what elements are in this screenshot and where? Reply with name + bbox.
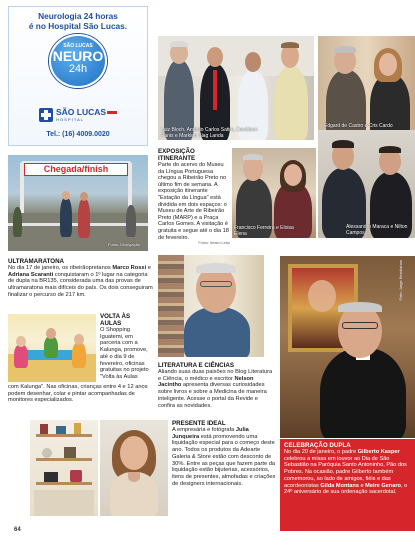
volta-aulas-text-wide: com Kalunga". Nas oficinas, crianças entre 4 e 12 anos podem desenhar, colar e pintar acompanhadas de monitores especializados.	[8, 384, 148, 404]
finish-banner	[24, 163, 128, 176]
runner-left	[60, 197, 72, 237]
logo-mark-icon	[39, 108, 53, 122]
ad-headline	[9, 12, 147, 31]
padre-glasses	[342, 322, 378, 329]
exposicao-article	[158, 148, 230, 246]
volta-aulas-photo	[8, 314, 96, 382]
marathon-credit: Fotos: Divulgação	[108, 242, 141, 247]
finish-banner-text: Chegada/finish	[43, 164, 109, 174]
literatura-heading: LITERATURA E CIÊNCIAS	[158, 362, 234, 369]
child-2	[44, 336, 58, 358]
exposicao-heading: EXPOSIÇÃO ITINERANTE	[158, 148, 196, 162]
celebracao-text: No dia 20 de janeiro, o padre Gilberto Kasper celebrou a missa em louvor ao Dia de São Sebastião na Paróquia Santo Antoninho, Pão dos Pobres. Na ocasião, padre Gilberto também comemorou, ao lado de amigos, fiéis e das acordeonistas Gilda Montans e Meire Genaro, o 24º aniversário de sua ordenação sacerdotal.	[284, 449, 408, 496]
literatura-article	[158, 362, 276, 409]
exposicao-text: Parte do acervo do Museu da Língua Portuguesa chegou a Ribeirão Preto no último fim de semana. A exposição itinerante "Estação da Língua" está dividida em dois espaços: o Museu de Arte de Ribeirão Preto (MARP) e a Praça Carlos Gomes. A visitação é gratuita e segue até o dia 18 de fevereiro.	[158, 162, 229, 241]
padre-credit: Foto: Jurge Bendiahan	[398, 260, 403, 301]
celebracao-name-2: Gilda Montans	[320, 482, 359, 489]
person-marklen	[274, 66, 308, 140]
exposicao-caption-mid: Francisco Ferreira e Eloisa Elena	[234, 225, 294, 237]
volta-aulas-article	[100, 313, 152, 381]
literatura-text: Aliando suas duas paixões no Blog Literatura e Ciência, o médico e escritor Nelson Jacintho apresenta diversas curiosidades sobre livros e sobre a Medicina de maneira inteligente. Acesse o portal da Revide e confira as novidades.	[158, 369, 273, 409]
hospital-ad[interactable]	[8, 6, 148, 146]
exposicao-caption-right: Edgard de Castro e Cris Cardo	[324, 123, 393, 129]
page-number: 64	[14, 527, 21, 533]
exposicao-caption-right2: Alessandro Maraca e Nilton Campos	[346, 224, 408, 236]
store-interior-photo	[30, 420, 98, 516]
store-shelf-2	[36, 458, 92, 461]
presente-article	[172, 420, 276, 487]
person-gilberto	[320, 348, 406, 438]
child-3	[72, 342, 86, 368]
presente-name: Julia Junqueira	[172, 427, 249, 440]
presente-heading: PRESENTE IDEAL	[172, 420, 226, 427]
person-nelson	[184, 307, 250, 357]
exposicao-group-photo	[158, 36, 314, 140]
neuro-badge-big: NEURO	[52, 48, 104, 64]
neuro-badge-hours: 24h	[68, 63, 88, 75]
sao-lucas-logo	[39, 107, 119, 127]
child-1	[14, 344, 28, 368]
marathon-photo	[8, 155, 148, 251]
celebracao-name: Gilberto Kasper	[357, 449, 400, 455]
literatura-name: Nelson Jacintho	[158, 375, 254, 389]
ad-headline-line1: Neurologia 24 horas	[38, 11, 118, 21]
julia-junqueira-photo	[100, 420, 168, 516]
celebracao-box	[280, 439, 415, 531]
exposicao-credit: Fotos: Ibraim Leão	[198, 241, 230, 246]
volta-aulas-heading: VOLTA ÀS AULAS	[100, 313, 131, 327]
runner-right	[78, 198, 90, 238]
celebracao-name-3: Meire Genaro	[365, 482, 401, 489]
marathon-name-2: Adriana Scaranti	[8, 271, 54, 278]
marathon-name-1: Marco Rossi	[112, 265, 147, 271]
presente-text: A empresária e fotógrafa Julia Junqueira está promovendo uma liquidação especial para o começo deste ano. Todos os produtos da Adearte Galeria & Store estão com desconto de 30%. Entre as peças que fazem parte da liquidação estão bijuterias, acessórios, itens de presentes, almofadas e criações de designers internacionais.	[172, 427, 276, 487]
glasses	[200, 281, 232, 287]
store-shelf-3	[36, 482, 92, 485]
celebracao-heading: CELEBRAÇÃO DUPLA	[284, 442, 351, 449]
ultramaratona-text: No dia 17 de janeiro, os ribeirãopretanos Marco Rossi e Adriana Scaranti conquistaram o 1º lugar na categoria de dupla na BR135, considerada uma das provas de ultramaratona mais difíceis do país. Os dois conseguiram finalizar o percurso de 217 km.	[8, 265, 153, 298]
nelson-jacintho-photo	[158, 255, 264, 357]
logo-sub: H O S P I T A L	[56, 117, 83, 122]
padre-gilberto-photo	[280, 256, 415, 438]
logo-accent	[107, 111, 117, 114]
francisco-eloisa-photo	[232, 148, 316, 238]
exposicao-caption-top: Luiz Bloch, Antonio Carlos Satiro, Davidson Panis e Marklen Siag Landa	[161, 127, 258, 139]
bookshelf	[158, 255, 184, 357]
ultramaratona-article	[8, 258, 153, 299]
edgard-cris-photo	[318, 36, 415, 140]
volta-aulas-text-narrow: O Shopping Iguatemi, em parceria com a Kalunga, promove, até o dia 9 de fevereiro, oficinas gratuitas no projeto "Volta às Aulas	[100, 327, 149, 380]
neuro-badge	[49, 34, 107, 88]
ultramaratona-heading: ULTRAMARATONA	[8, 258, 65, 265]
ad-headline-line2: é no Hospital São Lucas.	[28, 20, 128, 31]
neuro-badge-top: SÃO LUCAS	[63, 43, 93, 49]
alessandro-nilton-photo	[318, 130, 415, 238]
ad-phone: Tel.: (16) 4009.0020	[46, 131, 110, 138]
store-shelf-1	[36, 434, 92, 437]
logo-text: SÃO LUCAS	[56, 107, 107, 117]
